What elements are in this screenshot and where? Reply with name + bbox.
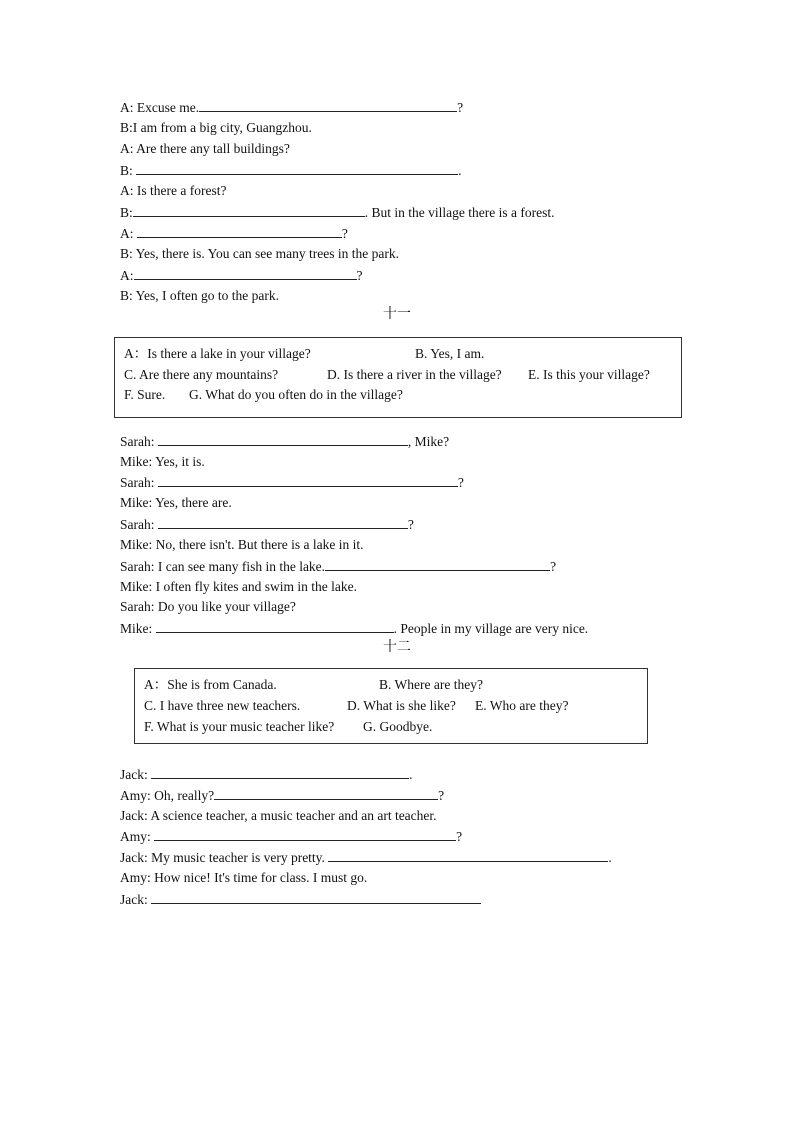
option-e: E. Is this your village? — [528, 367, 650, 382]
option-b: B. Where are they? — [379, 677, 483, 692]
dialog1-line-4-end: . — [458, 163, 462, 178]
option-c: C. I have three new teachers. — [144, 698, 301, 713]
dialog3-line-3-text: Jack: A science teacher, a music teacher and an art teacher. — [120, 808, 437, 823]
dialog2-line-4-text: Mike: Yes, there are. — [120, 495, 232, 510]
dialog2-line-8 — [120, 577, 357, 597]
dialog3-line-7 — [120, 889, 481, 909]
dialog2-line-9-text: Sarah: Do you like your village? — [120, 599, 296, 614]
dialog1-line-10-text: B: Yes, I often go to the park. — [120, 288, 279, 303]
dialog3-line-3 — [120, 806, 437, 826]
answer-blank[interactable] — [136, 160, 458, 175]
dialog2-line-10-end: . People in my village are very nice. — [393, 621, 589, 636]
dialog2-line-5-text: Sarah: — [120, 517, 158, 532]
answer-blank[interactable] — [133, 202, 365, 217]
dialog3-line-1 — [120, 764, 413, 784]
option-d: D. Is there a river in the village? — [327, 367, 502, 382]
option-g: G. Goodbye. — [363, 719, 433, 734]
section-11-options-box — [114, 337, 682, 418]
dialog3-line-1-text: Jack: — [120, 767, 152, 782]
dialog2-line-3-end: ? — [457, 475, 464, 490]
dialog2-line-1-end: , Mike? — [407, 434, 450, 449]
dialog3-line-2-text: Amy: Oh, really? — [120, 788, 215, 803]
dialog1-line-3 — [120, 139, 290, 159]
dialog2-line-2-text: Mike: Yes, it is. — [120, 454, 205, 469]
section-11-heading: 十一 — [383, 307, 411, 322]
dialog1-line-1-end: ? — [457, 100, 464, 115]
dialog2-line-10 — [120, 618, 588, 638]
dialog3-line-5-text: Jack: My music teacher is very pretty. — [120, 850, 329, 865]
option-e: E. Who are they? — [475, 698, 569, 713]
dialog2-line-5-end: ? — [407, 517, 414, 532]
dialog1-line-8-text: B: Yes, there is. You can see many trees in the park. — [120, 246, 399, 261]
dialog1-line-7-end: ? — [341, 226, 348, 241]
dialog1-line-2-text: B:I am from a big city, Guangzhou. — [120, 120, 312, 135]
dialog2-line-4 — [120, 493, 232, 513]
dialog1-line-6-end: . But in the village there is a forest. — [364, 205, 555, 220]
dialog2-line-3-text: Sarah: — [120, 475, 158, 490]
dialog1-line-7-text: A: — [120, 226, 137, 241]
dialog1-line-6 — [120, 202, 554, 222]
option-d: D. What is she like? — [347, 698, 456, 713]
dialog2-line-6-text: Mike: No, there isn't. But there is a lake in it. — [120, 537, 364, 552]
dialog1-line-8 — [120, 244, 399, 264]
answer-blank[interactable] — [325, 556, 550, 571]
dialog2-line-10-text: Mike: — [120, 621, 156, 636]
dialog1-line-1-text: A: Excuse me. — [120, 100, 200, 115]
section-12-heading: 十二 — [383, 640, 411, 655]
answer-blank[interactable] — [158, 514, 408, 529]
answer-blank[interactable] — [137, 223, 342, 238]
dialog2-line-9 — [120, 597, 296, 617]
option-f: F. Sure. — [124, 387, 166, 402]
dialog2-line-7-text: Sarah: I can see many fish in the lake. — [120, 559, 326, 574]
option-g: G. What do you often do in the village? — [189, 387, 403, 402]
dialog1-line-9-text: A: — [120, 268, 134, 283]
answer-blank[interactable] — [151, 764, 409, 779]
option-b: B. Yes, I am. — [415, 346, 485, 361]
dialog2-line-1 — [120, 431, 449, 451]
dialog1-line-1 — [120, 97, 463, 117]
option-c: C. Are there any mountains? — [124, 367, 279, 382]
dialog1-line-7 — [120, 223, 348, 243]
section-12-options-box — [134, 668, 648, 744]
dialog2-line-2 — [120, 452, 205, 472]
answer-blank[interactable] — [214, 785, 438, 800]
dialog2-line-8-text: Mike: I often fly kites and swim in the lake. — [120, 579, 357, 594]
dialog2-line-3 — [120, 472, 464, 492]
answer-blank[interactable] — [156, 618, 394, 633]
dialog1-line-3-text: A: Are there any tall buildings? — [120, 141, 290, 156]
dialog1-line-10 — [120, 286, 279, 306]
dialog3-line-4 — [120, 826, 462, 846]
dialog2-line-7 — [120, 556, 556, 576]
answer-blank[interactable] — [158, 431, 408, 446]
answer-blank[interactable] — [151, 889, 481, 904]
dialog3-line-4-end: ? — [456, 829, 463, 844]
dialog2-line-5 — [120, 514, 414, 534]
dialog3-line-7-text: Jack: — [120, 892, 152, 907]
dialog1-line-2 — [120, 118, 312, 138]
dialog2-line-1-text: Sarah: — [120, 434, 158, 449]
dialog3-line-6-text: Amy: How nice! It's time for class. I must go. — [120, 870, 368, 885]
dialog3-line-2-end: ? — [438, 788, 445, 803]
answer-blank[interactable] — [154, 826, 456, 841]
dialog2-line-7-end: ? — [550, 559, 557, 574]
dialog1-line-5-text: A: Is there a forest? — [120, 183, 227, 198]
dialog1-line-9-end: ? — [356, 268, 363, 283]
option-a: A：Is there a lake in your village? — [124, 346, 311, 361]
dialog3-line-2 — [120, 785, 444, 805]
dialog1-line-6-text: B: — [120, 205, 133, 220]
dialog1-line-5 — [120, 181, 226, 201]
dialog1-line-9 — [120, 265, 363, 285]
dialog1-line-4-text: B: — [120, 163, 137, 178]
option-f: F. What is your music teacher like? — [144, 719, 335, 734]
dialog2-line-6 — [120, 535, 364, 555]
answer-blank[interactable] — [158, 472, 458, 487]
dialog1-line-4 — [120, 160, 462, 180]
dialog3-line-6 — [120, 868, 367, 888]
answer-blank[interactable] — [199, 97, 457, 112]
dialog3-line-5 — [120, 847, 612, 867]
answer-blank[interactable] — [134, 265, 357, 280]
dialog3-line-5-end: . — [608, 850, 612, 865]
option-a: A：She is from Canada. — [144, 677, 277, 692]
dialog3-line-4-text: Amy: — [120, 829, 155, 844]
dialog3-line-1-end: . — [409, 767, 413, 782]
answer-blank[interactable] — [328, 847, 608, 862]
